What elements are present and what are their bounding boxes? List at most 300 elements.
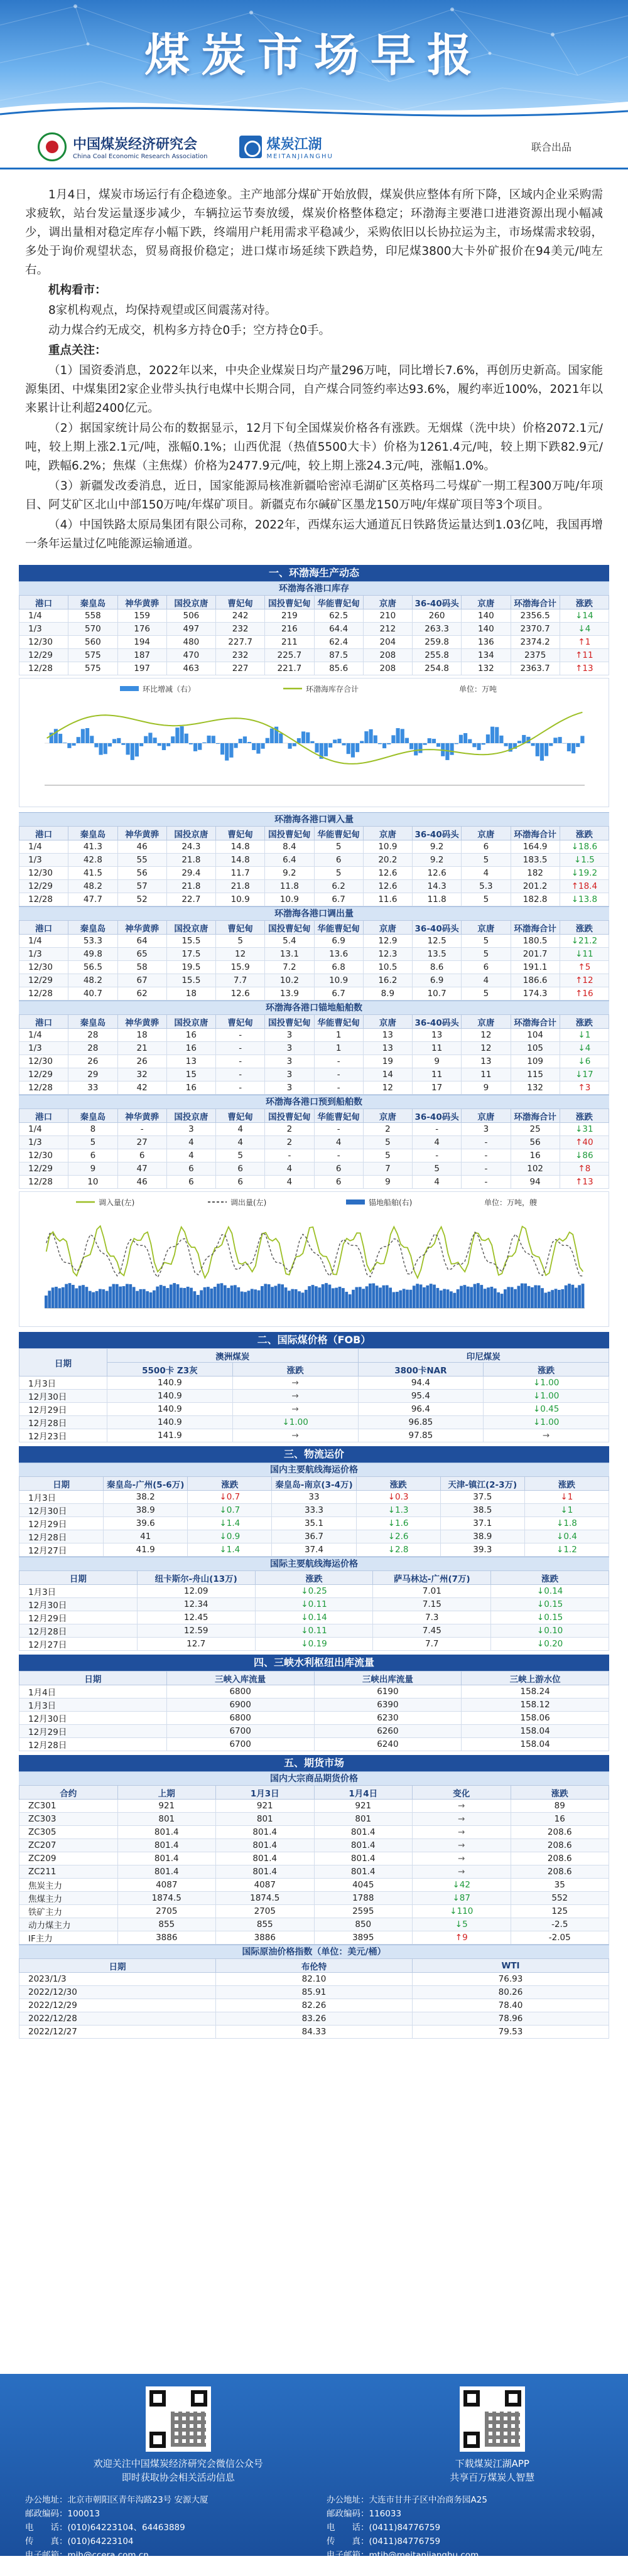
table-cell: 38.9 (104, 1504, 188, 1517)
table-cell: 1874.5 (216, 1892, 315, 1905)
table-cell: 16 (166, 1081, 215, 1095)
column-header: 涨跌 (560, 1109, 609, 1123)
table-cell: 2374.2 (511, 636, 560, 649)
table-cell: 12.6 (216, 987, 265, 1001)
anchorage-bar (544, 1292, 548, 1308)
anchorage-bar (555, 1289, 558, 1308)
table-cell: 85.91 (216, 1986, 413, 1999)
table-cell: 801.4 (117, 1826, 216, 1839)
anchorage-bar (119, 1287, 122, 1308)
anchorage-bar (443, 1289, 446, 1308)
table-cell: 20.2 (363, 854, 412, 867)
column-header: 秦皇岛 (68, 1015, 117, 1029)
table-row (19, 1638, 609, 1651)
table-row (19, 1738, 609, 1751)
table-cell: 动力煤主力 (19, 1918, 118, 1931)
change-bar (324, 743, 328, 756)
anchorage-bar (487, 1287, 490, 1308)
anchorage-bar (534, 1285, 537, 1308)
table-cell: 64 (117, 935, 166, 948)
table-cell: ↓110 (413, 1905, 511, 1918)
table-cell: 8.9 (363, 987, 412, 1001)
column-header: 变化 (413, 1786, 511, 1800)
table-row (19, 1377, 609, 1390)
legend-bar-label: 环比增减（右） (143, 684, 195, 694)
anchorage-bar (382, 1285, 386, 1308)
anchorage-bar (160, 1285, 163, 1308)
change-bar (342, 743, 346, 745)
table-cell: 801.4 (216, 1826, 315, 1839)
table-cell: 180.5 (511, 935, 560, 948)
table-cell: 801.4 (216, 1839, 315, 1852)
table-cell: 46 (117, 840, 166, 854)
column-header: 日期 (19, 1477, 104, 1491)
column-header: 环渤海合计 (511, 1109, 560, 1123)
column-header: 1月3日 (216, 1786, 315, 1800)
column-header: 国投京唐 (166, 596, 215, 609)
anchorage-bar (389, 1287, 392, 1308)
table-cell: ↓1.8 (524, 1517, 609, 1530)
anchorage-bar (568, 1284, 571, 1308)
table-cell: 41.5 (68, 867, 117, 880)
table-cell: 801 (117, 1813, 216, 1826)
table-cell: - (216, 1029, 265, 1042)
change-bar (301, 731, 305, 743)
market-summary (0, 169, 628, 561)
table-cell: ↓0.11 (255, 1624, 373, 1638)
table-cell: 85.6 (314, 662, 363, 675)
meitanjianghu-name-en: MEITANJIANGHU (267, 153, 333, 160)
table-cell: 158.24 (462, 1685, 609, 1699)
table-cell: 1/4 (19, 609, 68, 623)
header-row (19, 827, 609, 840)
table-cell: 40.7 (68, 987, 117, 1001)
table-cell: 4 (166, 1149, 215, 1162)
table-row (19, 880, 609, 893)
table-cell: 13 (413, 1029, 462, 1042)
anchorage-bar (183, 1288, 186, 1308)
table-cell: 194 (117, 636, 166, 649)
table-cell: 1/4 (19, 1123, 68, 1136)
table-cell: 12.45 (137, 1611, 255, 1624)
change-bar (482, 743, 485, 744)
table-cell: 12.6 (363, 880, 412, 893)
table-cell: 5.4 (265, 935, 314, 948)
anchorage-bar (257, 1291, 261, 1308)
table-row (19, 1800, 609, 1813)
table-cell: 1月3日 (19, 1491, 104, 1504)
table-cell: 42.8 (68, 854, 117, 867)
table-cell: 6 (462, 840, 511, 854)
change-bar (243, 736, 247, 743)
summary-paragraph: 1月4日，煤炭市场运行有企稳迹象。主产地部分煤矿开始放假，煤炭供应整体有所下降，区域内企业采购需求疲软，站台发运量逐步减少，车辆拉运节奏放缓，煤炭价格整体稳定；环渤海主要港口进港资源出现小幅减少，调出量相对稳定库存小幅下跌，终端用户耗用需求平稳减少，采购依旧以长协拉运为主，市场煤需求较弱，多处于询价观望状态，贸易商报价稳定；进口煤市场延续下跌趋势，印尼煤3800大卡外矿报价在94美元/吨左右。 (25, 186, 603, 280)
table-cell: 176 (117, 623, 166, 636)
table-cell: 921 (216, 1800, 315, 1813)
table-cell: 18 (117, 1029, 166, 1042)
table-title: 环渤海各港口调出量 (19, 906, 609, 920)
anchorage-bar (295, 1289, 298, 1308)
table-cell: 12/29 (19, 880, 68, 893)
table-cell: 212 (363, 623, 412, 636)
table-cell: ↓1.00 (484, 1416, 609, 1429)
table-cell: ↓0.4 (524, 1530, 609, 1543)
anchorage-bar (538, 1285, 541, 1308)
table-cell: 801.4 (117, 1865, 216, 1879)
table-cell: 10 (68, 1176, 117, 1189)
change-bar (77, 737, 80, 743)
table-cell: 5 (363, 1136, 412, 1149)
table-cell: 12月28日 (19, 1624, 138, 1638)
anchorage-bar (284, 1287, 288, 1308)
table-row (19, 1973, 609, 1986)
table-cell: 11.8 (413, 893, 462, 906)
anchorage-bar (230, 1285, 234, 1308)
anchorage-bar (396, 1292, 399, 1308)
table-cell: 5 (68, 1136, 117, 1149)
table-cell: 9 (413, 1055, 462, 1068)
anchorage-bar (494, 1289, 497, 1308)
table-cell: - (216, 1042, 265, 1055)
table-cell: 9 (462, 1081, 511, 1095)
table-cell: 6700 (166, 1738, 314, 1751)
table-cell: 7.3 (373, 1611, 491, 1624)
table-cell: 12.09 (137, 1585, 255, 1598)
table-cell: ↓17 (560, 1068, 609, 1081)
table-cell: 12.6 (363, 867, 412, 880)
anchorage-bar (224, 1285, 227, 1308)
change-bar (378, 743, 382, 744)
anchorage-bar (92, 1292, 95, 1308)
table-cell: 850 (314, 1918, 413, 1931)
anchorage-bar (251, 1289, 254, 1308)
table-cell: 48.2 (68, 974, 117, 987)
table-cell: ↓6 (560, 1055, 609, 1068)
contact-line[interactable]: 电子邮箱：mtjh@meitanjianghu.com (327, 2548, 603, 2562)
table-cell: ZC207 (19, 1839, 118, 1852)
table-cell: 8.6 (413, 961, 462, 974)
anchorage-bar (578, 1285, 581, 1308)
column-header: 环渤海合计 (511, 596, 560, 609)
table-cell: 57 (117, 880, 166, 893)
contact-line[interactable]: 门户网站：www.ccera.com.cn (25, 2562, 301, 2576)
section-intl-coal-price (0, 1332, 628, 1442)
table-cell: 855 (216, 1918, 315, 1931)
table-cell: 12月30日 (19, 1712, 167, 1725)
change-bar (571, 743, 575, 753)
table-cell: 208 (363, 662, 412, 675)
column-header: 环渤海合计 (511, 827, 560, 840)
table-cell: 4087 (216, 1879, 315, 1892)
ccera-wechat-qr-icon[interactable] (146, 2386, 211, 2452)
table-row (19, 840, 609, 854)
table-title: 国际原油价格指数（单位：美元/桶） (19, 1945, 609, 1958)
table-cell: 158.06 (462, 1712, 609, 1725)
table-cell: 56 (117, 867, 166, 880)
table-cell: - (117, 1123, 166, 1136)
table-cell: 62 (117, 987, 166, 1001)
change-bar (171, 736, 175, 743)
change-bar (148, 733, 152, 743)
table-cell: 558 (68, 609, 117, 623)
table-cell: 6.4 (265, 854, 314, 867)
table-cell: 33 (272, 1491, 356, 1504)
legend-outbound-label: 调出量(左) (230, 1198, 266, 1207)
table-cell: 56.5 (68, 961, 117, 974)
change-bar (131, 743, 134, 760)
meitanjianghu-name-cn: 煤炭江湖 (267, 134, 333, 153)
table-cell: 42 (117, 1081, 166, 1095)
table-cell: 134 (462, 649, 511, 662)
table-row (19, 1081, 609, 1095)
table-cell: 132 (511, 1081, 560, 1095)
anchorage-bar (345, 1292, 348, 1308)
table-cell: 6230 (314, 1712, 462, 1725)
table-row (19, 974, 609, 987)
anchorage-bar (362, 1289, 365, 1308)
table-cell: - (216, 1081, 265, 1095)
header-banner (0, 0, 628, 126)
table-cell: 21.8 (166, 880, 215, 893)
anchorage-bar (409, 1290, 413, 1308)
anchorage-bar (176, 1284, 180, 1308)
table-cell: 2595 (314, 1905, 413, 1918)
table-cell: 6.8 (314, 961, 363, 974)
table-cell: 16 (511, 1813, 609, 1826)
col-au-change: 涨跌 (232, 1363, 358, 1377)
table-cell: 89 (511, 1800, 609, 1813)
table-row (19, 1931, 609, 1945)
table-cell: ↓1.00 (484, 1377, 609, 1390)
change-bar (225, 743, 229, 761)
change-bar (504, 743, 508, 746)
table-cell: 801.4 (314, 1826, 413, 1839)
anchorage-bar (244, 1292, 247, 1308)
table-cell: 13.1 (265, 948, 314, 961)
table-cell: 2022/12/27 (19, 2026, 216, 2039)
table-cell: 227.7 (216, 636, 265, 649)
table-cell: 16 (166, 1029, 215, 1042)
table-cell: 141.9 (107, 1429, 233, 1442)
table-cell: 49.8 (68, 948, 117, 961)
change-bar (364, 731, 368, 743)
table-cell: 2375 (511, 649, 560, 662)
contact-line[interactable]: 电子邮箱：mjh@ccera.com.cn (25, 2548, 301, 2562)
table-cell: 6.9 (413, 974, 462, 987)
table-cell: - (216, 1055, 265, 1068)
table-cell: 3886 (117, 1931, 216, 1945)
anchorage-bar (325, 1283, 328, 1308)
table-cell: ↓1.4 (188, 1517, 272, 1530)
anchorage-bar (227, 1288, 230, 1308)
table-cell: ↓4 (560, 623, 609, 636)
table-cell: 2 (265, 1123, 314, 1136)
column-header: 国投曹妃甸 (265, 1109, 314, 1123)
table-cell: 12月29日 (19, 1517, 104, 1530)
column-header: 合约 (19, 1786, 118, 1800)
table-cell: 801.4 (117, 1839, 216, 1852)
anchorage-bar (551, 1290, 554, 1308)
table-cell: 6390 (314, 1699, 462, 1712)
anchorage-bar (453, 1293, 456, 1308)
anchorage-bar (55, 1287, 58, 1308)
change-bar (391, 735, 395, 743)
column-header: 港口 (19, 827, 68, 840)
anchorage-bar (582, 1284, 585, 1308)
qr1-caption-2: 即时获取协会相关活动信息 (94, 2471, 263, 2484)
change-bar (266, 738, 269, 743)
anchorage-bar (237, 1287, 240, 1308)
change-bar (499, 736, 503, 743)
table-cell: ↓1 (524, 1504, 609, 1517)
table-cell: 2370.7 (511, 623, 560, 636)
crude-oil-table (19, 1958, 609, 2039)
table-cell: 12 (462, 1042, 511, 1055)
table-cell: 13 (363, 1042, 412, 1055)
column-header: 曹妃甸 (216, 921, 265, 935)
table-cell: 焦炭主力 (19, 1879, 118, 1892)
anchorage-bar (379, 1287, 382, 1308)
anchorage-bar (156, 1287, 159, 1308)
change-bar (477, 743, 481, 750)
change-bar (549, 743, 553, 746)
anchorage-bar (133, 1287, 136, 1308)
anchorage-bar (163, 1286, 166, 1308)
anchorage-bar (217, 1284, 220, 1308)
table-cell: 12月29日 (19, 1403, 107, 1416)
change-bar (558, 737, 562, 743)
table-cell: 5 (216, 935, 265, 948)
table-cell: 208.6 (511, 1826, 609, 1839)
table-cell: ↓1 (524, 1491, 609, 1504)
table-cell: 96.85 (358, 1416, 484, 1429)
table-cell: 1/3 (19, 623, 68, 636)
anchorage-bar (207, 1287, 210, 1308)
table-cell: 12月28日 (19, 1738, 167, 1751)
anchorage-bar (504, 1289, 507, 1308)
anchorage-bar (322, 1284, 325, 1308)
column-header: 京唐 (462, 1109, 511, 1123)
table-cell: ↓0.15 (491, 1611, 609, 1624)
column-header: 日期 (19, 1672, 167, 1685)
table-cell: ↓5 (413, 1918, 511, 1931)
table-cell: ↓42 (413, 1879, 511, 1892)
table-cell: 6700 (166, 1725, 314, 1738)
table-cell: 216 (265, 623, 314, 636)
table-cell: 14.8 (216, 854, 265, 867)
column-header: 涨跌 (524, 1477, 609, 1491)
table-cell: ↓21.2 (560, 935, 609, 948)
app-download-qr-icon[interactable] (460, 2386, 525, 2452)
table-cell: 12/28 (19, 1176, 68, 1189)
table-cell: 4 (166, 1136, 215, 1149)
table-cell: ↓0.11 (255, 1598, 373, 1611)
anchorage-bar (281, 1284, 284, 1308)
table-cell: 53.3 (68, 935, 117, 948)
table-row (19, 1986, 609, 1999)
table-cell: 2356.5 (511, 609, 560, 623)
table-cell: 801 (216, 1813, 315, 1826)
column-header: 国投曹妃甸 (265, 827, 314, 840)
table-row (19, 2012, 609, 2026)
table-cell: 12.6 (413, 867, 462, 880)
legend-anchorage-label: 锚地船舶(右) (369, 1198, 412, 1207)
header-row (19, 921, 609, 935)
qr2-caption-1: 下载煤炭江湖APP (450, 2457, 534, 2471)
column-header: 京唐 (363, 827, 412, 840)
table-cell: 37.1 (440, 1517, 524, 1530)
col-date: 日期 (19, 1349, 107, 1377)
table-cell: 5 (462, 854, 511, 867)
change-bar (567, 743, 571, 751)
meitanjianghu-mark-icon (239, 136, 262, 158)
table-cell: 55 (117, 854, 166, 867)
table-cell: 1 (314, 1042, 363, 1055)
anchorage-bar (193, 1291, 197, 1308)
change-bar (337, 739, 341, 743)
col-id-change: 涨跌 (484, 1363, 609, 1377)
table-cell: 801 (314, 1813, 413, 1826)
table-cell: 5 (363, 1149, 412, 1162)
table-cell: 5.3 (462, 880, 511, 893)
table-cell: 801.4 (314, 1852, 413, 1865)
table-cell: 2363.7 (511, 662, 560, 675)
table-row (19, 1491, 609, 1504)
table-row (19, 1136, 609, 1149)
change-bar (396, 728, 400, 743)
table-cell: 11.6 (363, 893, 412, 906)
change-bar (328, 743, 332, 748)
anchorage-bar (75, 1288, 78, 1308)
table-cell: 12/28 (19, 662, 68, 675)
table-cell: 6 (166, 1162, 215, 1176)
table-cell: 焦煤主力 (19, 1892, 118, 1905)
column-header: 秦皇岛 (68, 596, 117, 609)
table-cell: 1月3日 (19, 1699, 167, 1712)
anchorage-bar (575, 1288, 578, 1308)
change-bar (347, 743, 350, 754)
column-header: 国投京唐 (166, 1015, 215, 1029)
anchorage-bar (392, 1292, 396, 1308)
table-row (19, 623, 609, 636)
table-cell: 6.7 (314, 987, 363, 1001)
contact-line[interactable]: 门户网站：www.meitanjianghu.com (327, 2562, 603, 2576)
column-header: 环渤海合计 (511, 1015, 560, 1029)
table-cell: → (232, 1429, 358, 1442)
table-cell: 6 (462, 961, 511, 974)
column-header: 港口 (19, 1109, 68, 1123)
table-cell: 37.5 (440, 1491, 524, 1504)
table-cell: - (314, 1055, 363, 1068)
table-row (19, 1905, 609, 1918)
anchorage-bar (68, 1283, 72, 1308)
anchorage-bar (153, 1291, 156, 1308)
table-cell: ↓19.2 (560, 867, 609, 880)
change-bar (162, 743, 166, 750)
column-header: 京唐 (462, 1015, 511, 1029)
anchorage-bar (264, 1284, 267, 1308)
change-bar (374, 736, 377, 743)
column-header: 港口 (19, 596, 68, 609)
anchorage-bar (359, 1287, 362, 1308)
table-cell: 1月3日 (19, 1377, 107, 1390)
table-cell: 140 (462, 623, 511, 636)
table-cell: ↑13 (560, 662, 609, 675)
anchorage-bar (143, 1289, 146, 1308)
table-row (19, 1504, 609, 1517)
anchorage-bar (112, 1284, 116, 1308)
table-cell: 187 (117, 649, 166, 662)
change-bar (517, 741, 521, 743)
